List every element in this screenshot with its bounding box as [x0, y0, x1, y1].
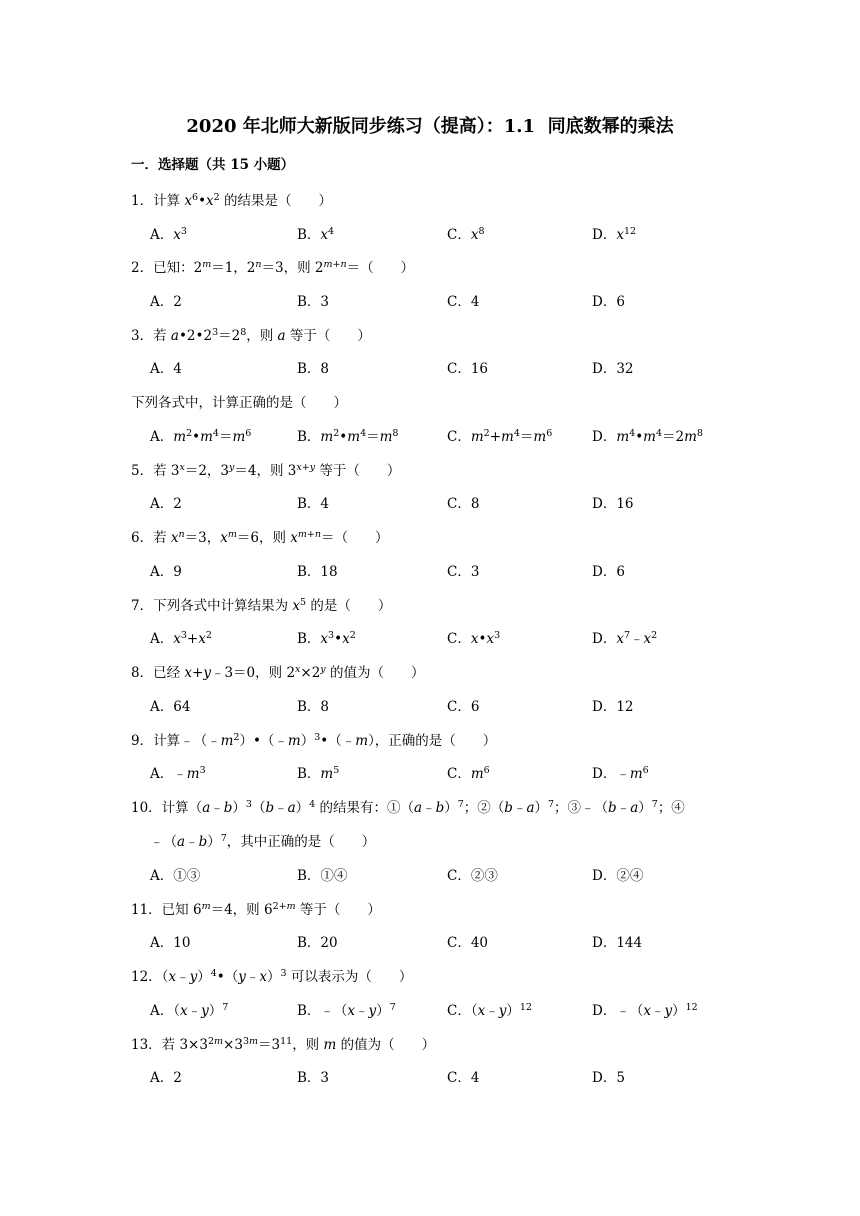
option-c: C．（x﹣y）$^{12}$ — [447, 1001, 532, 1019]
option-d: D．5 — [592, 1070, 625, 1086]
option-a: A．64 — [150, 699, 191, 715]
question-9: 9．计算$﹣(﹣m^2)•(﹣m)^3•(﹣m)$，正确的是（ ） — [131, 731, 497, 749]
question-7-options — [150, 629, 750, 649]
question-4-options — [150, 427, 750, 447]
option-a: A．2 — [150, 1070, 182, 1086]
option-b: B．$x^3•x^2$ — [297, 629, 356, 647]
option-d: D．6 — [592, 564, 625, 580]
option-c: C．8 — [447, 496, 480, 512]
question-3: 3．若 $a•2•2^3=2^8$，则 a 等于（ ） — [131, 326, 371, 344]
option-a: A．①③ — [150, 868, 201, 884]
question-13: 13．若 $3\times 3^{2m}\times 3^{3m}=3^{11}$，则 m 的值为（ ） — [131, 1035, 436, 1053]
question-2-options — [150, 292, 750, 312]
option-d: D．6 — [592, 294, 625, 310]
option-b: B．3 — [297, 294, 330, 310]
option-a: A．$x^3$ — [150, 225, 187, 243]
question-10-options — [150, 866, 750, 886]
option-c: C．40 — [447, 935, 489, 951]
option-c: C．②③ — [447, 868, 498, 884]
option-b: B．8 — [297, 699, 330, 715]
question-6: 6．若 $x^n=3$，$x^m=6$，则 $x^{m+n}=$（ ） — [131, 528, 389, 546]
option-b: B．$m^5$ — [297, 764, 340, 782]
option-b: B．8 — [297, 361, 330, 377]
option-a: A．9 — [150, 564, 182, 580]
section-heading: 一．选择题（共 15 小题） — [131, 157, 295, 173]
option-a: A．$x^3+x^2$ — [150, 629, 212, 647]
question-4: 下列各式中，计算正确的是（ ） — [131, 395, 347, 411]
option-a: A．2 — [150, 496, 182, 512]
option-b: B．3 — [297, 1070, 330, 1086]
question-12-options — [150, 1001, 750, 1021]
option-c: C．$x^8$ — [447, 225, 485, 243]
question-2: 2．已知：$2^m=1$，$2^n=3$，则 $2^{m+n}=$（ ） — [131, 258, 415, 276]
option-c: C．4 — [447, 1070, 480, 1086]
option-d: D．$﹣m^6$ — [592, 764, 649, 782]
question-8: 8．已经 x+y﹣3＝0，则 $2^x\times 2^y$ 的值为（ ） — [131, 663, 425, 681]
option-b: B．$m^2•m^4=m^8$ — [297, 427, 399, 445]
question-11: 11．已知 $6^m=4$，则 $6^{2+m}$ 等于（ ） — [131, 900, 381, 918]
option-c: C．$m^6$ — [447, 764, 490, 782]
option-c: C．3 — [447, 564, 480, 580]
option-a: A．$m^2•m^4=m^6$ — [150, 427, 252, 445]
option-a: A．10 — [150, 935, 191, 951]
question-1: 1．计算 $x^6•x^2$ 的结果是（ ） — [131, 191, 332, 209]
option-d: D．144 — [592, 935, 643, 951]
option-d: D．$x^7﹣x^2$ — [592, 629, 658, 647]
question-6-options — [150, 562, 750, 582]
option-a: A．（x﹣y）$^7$ — [150, 1001, 229, 1019]
question-5-options — [150, 494, 750, 514]
option-b: B．4 — [297, 496, 330, 512]
option-a: A．$﹣m^3$ — [150, 764, 206, 782]
question-7: 7．下列各式中计算结果为 $x^5$ 的是（ ） — [131, 596, 392, 614]
option-c: C．$m^2+m^4=m^6$ — [447, 427, 553, 445]
option-c: C．6 — [447, 699, 480, 715]
option-d: D．12 — [592, 699, 634, 715]
question-10: 10．计算（a﹣b）$^3$（b﹣a）$^4$ 的结果有：①（a﹣b）$^7$；②（b﹣a）$^7$；③﹣（b﹣a）$^7$；④ — [131, 798, 685, 816]
option-b: B．20 — [297, 935, 338, 951]
option-b: B．$x^4$ — [297, 225, 335, 243]
option-d: D．②④ — [592, 868, 644, 884]
option-a: A．2 — [150, 294, 182, 310]
question-10-continued: ﹣（a﹣b）$^7$，其中正确的是（ ） — [150, 832, 376, 850]
option-a: A．4 — [150, 361, 182, 377]
option-d: D．$x^{12}$ — [592, 225, 637, 243]
option-d: D．$m^4•m^4=2m^8$ — [592, 427, 703, 445]
question-11-options — [150, 933, 750, 953]
page-title: 2020 年北师大新版同步练习（提高）：1.1 同底数幂的乘法 — [186, 116, 674, 137]
question-3-options — [150, 359, 750, 379]
question-1-options — [150, 225, 750, 245]
option-d: D．16 — [592, 496, 634, 512]
option-c: C．$x•x^3$ — [447, 629, 501, 647]
option-d: D．﹣（x﹣y）$^{12}$ — [592, 1001, 698, 1019]
option-b: B．﹣（x﹣y）$^7$ — [297, 1001, 396, 1019]
option-c: C．16 — [447, 361, 489, 377]
option-c: C．4 — [447, 294, 480, 310]
question-12: 12．（x﹣y）$^4$•（y﹣x）$^3$ 可以表示为（ ） — [131, 967, 413, 985]
option-b: B．18 — [297, 564, 338, 580]
option-b: B．①④ — [297, 868, 348, 884]
option-d: D．32 — [592, 361, 634, 377]
question-8-options — [150, 697, 750, 717]
question-5: 5．若 $3^x=2$，$3^y=4$，则 $3^{x+y}$ 等于（ ） — [131, 461, 401, 479]
question-9-options — [150, 764, 750, 784]
question-13-options — [150, 1068, 750, 1088]
